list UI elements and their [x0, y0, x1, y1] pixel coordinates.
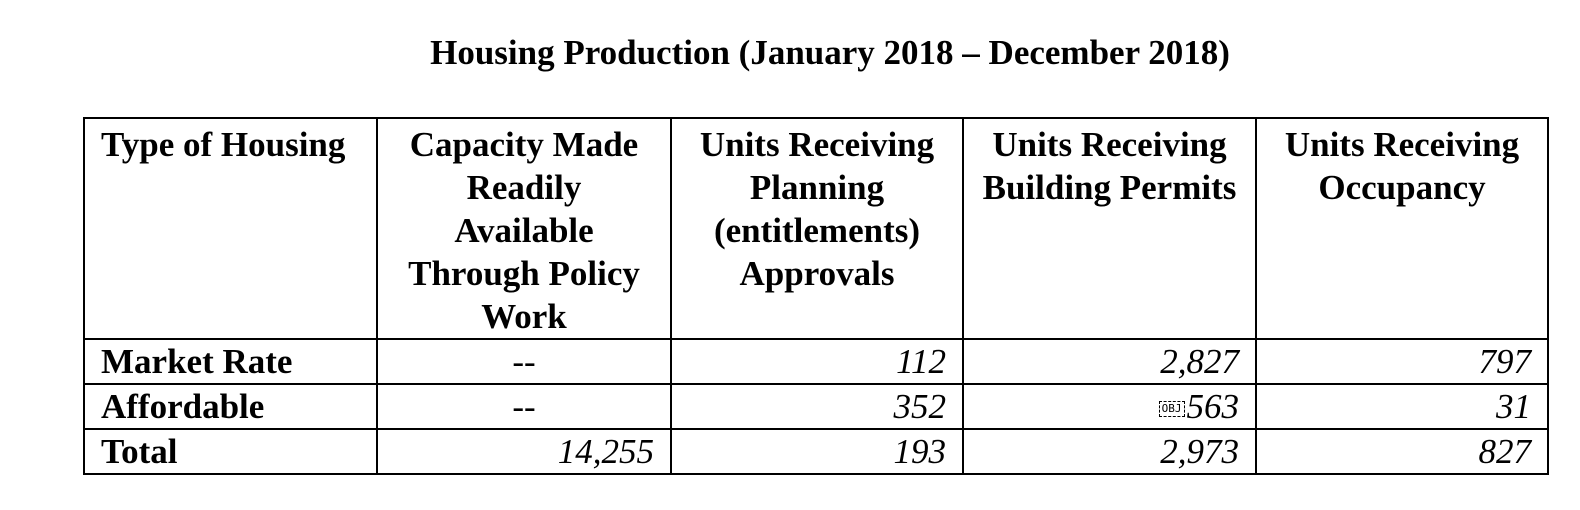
header-type-of-housing: Type of Housing — [84, 118, 377, 339]
table-row — [84, 384, 1548, 429]
housing-production-table — [83, 117, 1549, 475]
object-placeholder-icon: OBJ — [1159, 401, 1185, 417]
building-permits-cell: 2,827 — [963, 339, 1256, 384]
occupancy-cell: 797 — [1256, 339, 1548, 384]
table-row-total — [84, 429, 1548, 474]
table-row — [84, 339, 1548, 384]
row-label: Affordable — [84, 384, 377, 429]
header-occupancy: Units Receiving Occupancy — [1256, 118, 1548, 339]
header-capacity: Capacity Made Readily Available Through Policy Work — [377, 118, 671, 339]
occupancy-cell: 827 — [1256, 429, 1548, 474]
row-label: Market Rate — [84, 339, 377, 384]
capacity-cell: -- — [377, 384, 671, 429]
page-title: Housing Production (January 2018 – December 2018) — [430, 33, 1230, 72]
building-permits-value: 563 — [1186, 387, 1239, 426]
building-permits-cell: 2,973 — [963, 429, 1256, 474]
table-header-row — [84, 118, 1548, 339]
planning-cell: 112 — [671, 339, 963, 384]
capacity-cell: -- — [377, 339, 671, 384]
planning-cell: 193 — [671, 429, 963, 474]
occupancy-cell: 31 — [1256, 384, 1548, 429]
header-building-permits: Units Receiving Building Permits — [963, 118, 1256, 339]
row-label: Total — [84, 429, 377, 474]
planning-cell: 352 — [671, 384, 963, 429]
building-permits-cell — [963, 384, 1256, 429]
header-planning-approvals: Units Receiving Planning (entitlements) Approvals — [671, 118, 963, 339]
capacity-cell: 14,255 — [377, 429, 671, 474]
